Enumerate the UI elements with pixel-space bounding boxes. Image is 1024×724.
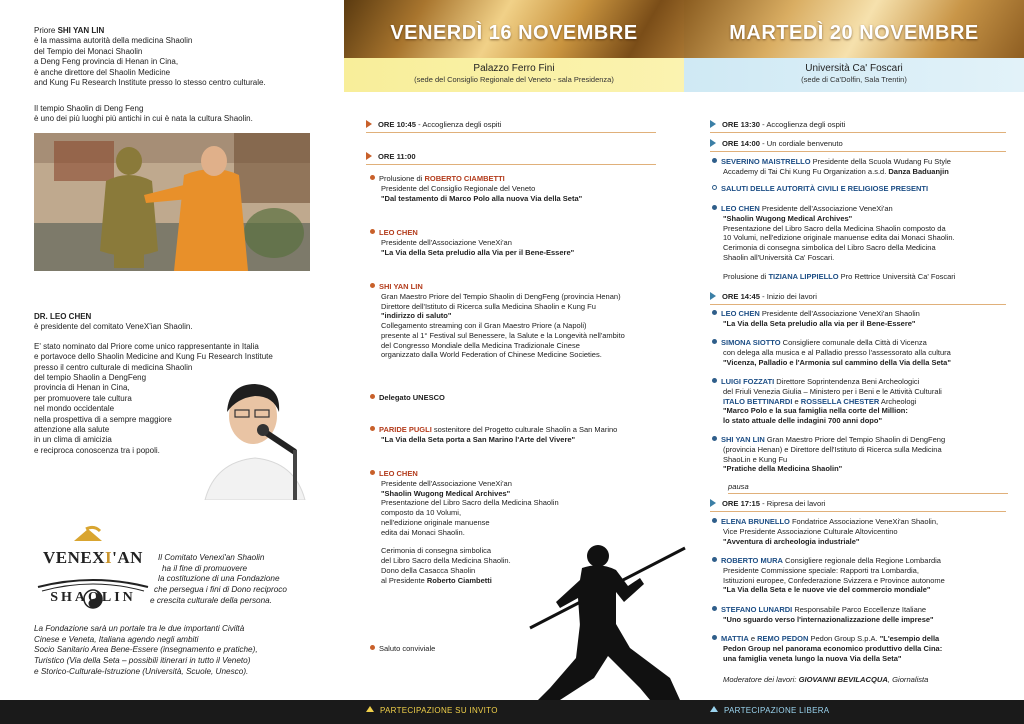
intro-prefix: Priore bbox=[34, 26, 58, 35]
speaker-name: REMO PEDON bbox=[757, 634, 809, 643]
comitato-text bbox=[150, 553, 287, 606]
item-line: del Congresso Mondiale della Medicina Tradizionale Cinese bbox=[381, 340, 580, 350]
triangle-icon bbox=[710, 499, 716, 507]
item-title: "La Via della Seta preludio alla Via per il Bene-Essere" bbox=[381, 247, 575, 257]
pausa-label: pausa bbox=[728, 482, 1008, 494]
item-line: presente al 1° Festival sul Benessere, la Salute e la Longevità nell'ambito bbox=[381, 330, 625, 340]
item-line: Presentazione del Libro Sacro della Medicina Shaolin bbox=[381, 498, 559, 508]
item-name: Roberto Ciambetti bbox=[426, 575, 492, 585]
footer-bar bbox=[0, 700, 1024, 724]
fondazione-line: e Storico-Culturale-Istruzione (Università, Scuole, Unesco). bbox=[34, 666, 249, 676]
leo-line: presso il centro culturale di medicina Shaolin bbox=[34, 362, 193, 372]
item-title: "Shaolin Wugong Medical Archives" bbox=[381, 488, 511, 498]
item-line: sostenitore del Progetto culturale Shaolin a San Marino bbox=[431, 425, 618, 434]
footer-free-label: PARTECIPAZIONE LIBERA bbox=[724, 706, 830, 715]
day1-item-shi-yan-lin bbox=[370, 282, 675, 360]
day1-item-ciambetti bbox=[370, 174, 670, 203]
bullet-icon bbox=[712, 518, 717, 523]
bullet-icon bbox=[712, 339, 717, 344]
item-prefix: Prolusione di bbox=[379, 174, 425, 183]
day2-time-1445: ORE 14:45 - Inizio dei lavori bbox=[710, 292, 1006, 305]
item-line: Presentazione del Libro Sacro della Medicina Shaolin composto da bbox=[723, 223, 946, 233]
time-label: ORE 14:00 bbox=[722, 139, 760, 148]
triangle-icon bbox=[366, 120, 372, 128]
item-line: Presidente Commissione speciale: Rapporti tra Lombardia, bbox=[723, 565, 919, 575]
item-line: del Friuli Venezia Giulia – Ministero per i Beni e le Attività Culturali bbox=[723, 386, 942, 396]
triangle-icon bbox=[710, 120, 716, 128]
item-line: al Presidente bbox=[381, 575, 427, 585]
item-title: "La Via della Seta preludio alla via per il Bene-Essere" bbox=[723, 318, 916, 328]
temple-line: Il tempio Shaolin di Deng Feng bbox=[34, 104, 144, 113]
speaker-name: TIZIANA LIPPIELLO bbox=[768, 271, 839, 281]
speaker-name: ROBERTO MURA bbox=[721, 556, 783, 565]
item-title: "Pratiche della Medicina Shaolin" bbox=[723, 464, 843, 474]
comitato-line: Il Comitato Venexi'an Shaolin bbox=[158, 553, 265, 562]
speaker-name: ITALO BETTINARDI bbox=[723, 396, 793, 406]
day2-date: MARTEDÌ 20 NOVEMBRE bbox=[729, 22, 979, 44]
day2-item-shi-yan-lin bbox=[712, 435, 1017, 474]
item-line: Cerimonia di consegna simbolica bbox=[381, 546, 492, 556]
bullet-icon bbox=[712, 436, 717, 441]
bullet-icon bbox=[712, 557, 717, 562]
day2-item-siotto bbox=[712, 338, 1017, 367]
bullet-icon bbox=[370, 426, 375, 431]
item-line: edita dai Monaci Shaolin. bbox=[381, 527, 465, 537]
bullet-icon bbox=[712, 205, 717, 210]
time-label: ORE 11:00 bbox=[378, 152, 416, 161]
item-line: Gran Maestro Priore del Tempio Shaolin di DengFeng bbox=[764, 435, 946, 444]
footer-invite bbox=[366, 706, 498, 717]
triangle-up-icon bbox=[710, 706, 718, 712]
item-title: Danza Baduanjin bbox=[888, 166, 949, 176]
speaker-name: SHI YAN LIN bbox=[721, 435, 765, 444]
speaker-name: SEVERINO MAISTRELLO bbox=[721, 157, 811, 166]
item-line: Presidente dell'Associazione VeneXi'an Shaolin bbox=[759, 309, 920, 318]
item-line: Pro Rettrice Università Ca' Foscari bbox=[838, 271, 956, 281]
item-line: Direttore dell'Istituto di Ricerca sulla Medicina Shaolin e Kung Fu bbox=[381, 301, 596, 311]
day1-item-pugli bbox=[370, 425, 675, 445]
triangle-icon bbox=[366, 152, 372, 160]
item-line: Istituzioni europee, Confederazione Svizzera e Province autonome bbox=[723, 575, 945, 585]
temple-intro bbox=[34, 104, 253, 125]
bullet-icon bbox=[370, 175, 375, 180]
speaker-name: LEO CHEN bbox=[721, 204, 760, 213]
leo-line: per promuovere tale cultura bbox=[34, 393, 132, 403]
footer-free bbox=[710, 706, 829, 717]
item-line: 10 Volumi, nell'edizione originale manuense edita dai Monaci Shaolin. bbox=[723, 233, 955, 243]
item-line: Fondatrice Associazione VeneXi'an Shaolin, bbox=[789, 517, 939, 526]
logo-wordmark bbox=[34, 547, 152, 569]
day1-time-1045: ORE 10:45 - Accoglienza degli ospiti bbox=[366, 120, 656, 133]
item-line: e bbox=[792, 396, 801, 406]
comitato-line: e crescita culturale della persona. bbox=[150, 595, 272, 605]
item-title: SALUTI DELLE AUTORITÀ CIVILI E RELIGIOSE PRESENTI bbox=[721, 184, 929, 193]
day2-venue-box bbox=[684, 58, 1024, 92]
leo-line: E' stato nominato dal Priore come unico rappresentante in Italia bbox=[34, 341, 259, 351]
day2-time-1400: ORE 14:00 - Un cordiale benvenuto bbox=[710, 139, 1006, 152]
bullet-icon bbox=[712, 378, 717, 383]
item-line: Presidente dell'Associazione VeneXi'an bbox=[381, 478, 512, 488]
intro-line: a Deng Feng provincia di Henan in Cina, bbox=[34, 57, 179, 67]
logo-i: I bbox=[105, 548, 113, 567]
bullet-icon bbox=[370, 283, 375, 288]
intro-line: è anche direttore del Shaolin Medicine bbox=[34, 67, 171, 77]
item-title: "L'esempio della bbox=[879, 634, 940, 643]
time-label: ORE 17:15 bbox=[722, 499, 760, 508]
fondazione-line: La Fondazione sarà un portale tra le due importanti Civiltà bbox=[34, 624, 245, 633]
item-line: del Libro Sacro della Medicina Shaolin. bbox=[381, 556, 511, 565]
item-line: composto da 10 Volumi, bbox=[381, 508, 462, 517]
fondazione-line: Cinese e Veneta, Italiana agendo negli ambiti bbox=[34, 634, 199, 644]
fondazione-line: Turistico (Via della Seta – possibili itinerari in tutto il Veneto) bbox=[34, 655, 251, 665]
moderator-name: GIOVANNI BEVILACQUA bbox=[798, 675, 888, 684]
day1-venue: Palazzo Ferro Fini bbox=[473, 63, 555, 74]
intro-name: SHI YAN LIN bbox=[57, 26, 105, 35]
item-line: nell'edizione originale manuense bbox=[381, 517, 490, 527]
logo-shaolin: SHAOLIN bbox=[50, 590, 136, 605]
intro-line: del Tempio dei Monaci Shaolin bbox=[34, 46, 143, 56]
item-line: Vice Presidente Associazione Culturale Altovicentino bbox=[723, 526, 898, 536]
triangle-icon bbox=[710, 139, 716, 147]
item-line: Dono della Casacca Shaolin bbox=[381, 565, 476, 575]
day2-item-mura bbox=[712, 556, 1017, 595]
moderator-line bbox=[723, 675, 928, 685]
footer-invite-label: PARTECIPAZIONE SU INVITO bbox=[380, 706, 498, 715]
leo-title: DR. LEO CHEN bbox=[34, 312, 92, 321]
shi-yan-lin-intro bbox=[34, 26, 266, 88]
item-title: "Marco Polo e la sua famiglia nella corte del Million: bbox=[723, 406, 908, 416]
day2-time-1330: ORE 13:30 - Accoglienza degli ospiti bbox=[710, 120, 1006, 133]
bullet-icon bbox=[712, 310, 717, 315]
item-title: "Avventura di archeologia industriale" bbox=[723, 536, 860, 546]
item-title: Delegato UNESCO bbox=[379, 393, 445, 402]
item-line: Cerimonia di consegna simbolica del Libro Sacro della Medicina bbox=[723, 243, 936, 252]
time-desc: Ripresa dei lavori bbox=[766, 499, 826, 508]
bullet-ring-icon bbox=[712, 185, 717, 190]
triangle-icon bbox=[710, 292, 716, 300]
day2-venue-sub: (sede di Ca'Dolfin, Sala Trentin) bbox=[801, 75, 907, 85]
bullet-icon bbox=[370, 229, 375, 234]
item-title: "indirizzo di saluto" bbox=[381, 311, 452, 321]
day2-item-saluti bbox=[712, 184, 1017, 194]
day2-item-pedon bbox=[712, 634, 1017, 663]
speaker-name: SHI YAN LIN bbox=[379, 282, 423, 291]
day2-item-brunello bbox=[712, 517, 1017, 546]
bullet-icon bbox=[370, 645, 375, 650]
comitato-line: la costituzione di una Fondazione bbox=[158, 574, 280, 584]
bullet-icon bbox=[370, 394, 375, 399]
leo-subtitle: è presidente del comitato VeneX'ian Shaolin. bbox=[34, 322, 193, 332]
item-title: lo stato attuale delle indagini 700 anni dopo" bbox=[723, 416, 882, 425]
item-line: Shaolin all'Università Ca' Foscari. bbox=[723, 252, 835, 262]
speaker-name: LEO CHEN bbox=[721, 309, 760, 318]
item-line: Responsabile Parco Eccellenze Italiane bbox=[792, 605, 927, 614]
time-desc: Accoglienza degli ospiti bbox=[422, 120, 502, 129]
triangle-up-icon bbox=[366, 706, 374, 712]
item-title: "Vicenza, Palladio e l'Armonia sul cammino della Via della Seta" bbox=[723, 357, 951, 367]
kungfu-silhouette bbox=[520, 528, 690, 700]
speaker-name: STEFANO LUNARDI bbox=[721, 605, 793, 614]
item-line: Saluto conviviale bbox=[379, 644, 436, 653]
speaker-name: LUIGI FOZZATI bbox=[721, 377, 775, 386]
speaker-name: LEO CHEN bbox=[379, 228, 418, 237]
speaker-name: MATTIA bbox=[721, 634, 749, 643]
intro-line: è la massima autorità della medicina Shaolin bbox=[34, 36, 193, 46]
item-line: con delega alla musica e al Palladio presso l'assessorato alla cultura bbox=[723, 347, 951, 357]
item-line: Presidente della Scuola Wudang Fu Style bbox=[810, 157, 951, 166]
day2-venue: Università Ca' Foscari bbox=[805, 63, 903, 74]
item-line: Presidente dell'Associazione VeneXi'an bbox=[381, 237, 512, 247]
day1-item-unesco bbox=[370, 393, 670, 403]
moderator-suffix: , Giornalista bbox=[887, 675, 929, 684]
item-title: "Uno sguardo verso l'internazionalizzazione delle imprese" bbox=[723, 614, 934, 624]
logo-an: 'AN bbox=[112, 548, 143, 567]
day1-header-banner bbox=[344, 0, 684, 58]
leo-line: nella prospettiva di a sempre maggiore bbox=[34, 414, 172, 424]
moderator-prefix: Moderatore dei lavori: bbox=[723, 675, 799, 684]
time-label: ORE 14:45 bbox=[722, 292, 760, 301]
item-line: e bbox=[748, 634, 758, 643]
speaker-name: ELENA BRUNELLO bbox=[721, 517, 790, 526]
day2-item-leo-chen bbox=[712, 309, 1017, 329]
day2-item-fozzati bbox=[712, 377, 1017, 426]
bullet-icon bbox=[712, 158, 717, 163]
day2-item-lunardi bbox=[712, 605, 1017, 625]
photo-leo-chen bbox=[195, 372, 315, 500]
day1-time-1100 bbox=[366, 152, 656, 165]
comitato-line: che persegua i fini di Dono reciproco bbox=[154, 584, 287, 594]
item-title: "La Via della Seta porta a San Marino l'Arte del Vivere" bbox=[381, 434, 576, 444]
left-column bbox=[0, 0, 340, 700]
photo-master-with-statue bbox=[34, 133, 310, 271]
venexian-shaolin-logo bbox=[34, 525, 152, 617]
leo-line: in un clima di amicizia bbox=[34, 435, 112, 445]
bullet-icon bbox=[712, 635, 717, 640]
leo-line: attenzione alla salute bbox=[34, 424, 110, 434]
item-title: "Shaolin Wugong Medical Archives" bbox=[723, 213, 853, 223]
item-line: organizzato dalla World Federation of Chinese Medicine Societies. bbox=[381, 350, 602, 360]
day2-time-1715: ORE 17:15 - Ripresa dei lavori bbox=[710, 499, 1006, 512]
speaker-name: SIMONA SIOTTO bbox=[721, 338, 781, 347]
speaker-name: PARIDE PUGLI bbox=[379, 425, 432, 434]
logo-venex: VENEX bbox=[43, 548, 106, 567]
speaker-name: LEO CHEN bbox=[379, 469, 418, 478]
comitato-line: ha il fine di promuovere bbox=[162, 563, 248, 573]
temple-line: è uno dei più luoghi più antichi in cui è nata la cultura Shaolin. bbox=[34, 114, 253, 124]
item-line: (provincia Henan) e Direttore dell'Istituto di Ricerca sulla Medicina bbox=[723, 444, 942, 454]
item-line: Accademy di Tai Chi Kung Fu Organization a.s.d. bbox=[723, 166, 889, 176]
bullet-icon bbox=[712, 606, 717, 611]
item-line: Direttore Soprintendenza Beni Archeologici bbox=[774, 377, 920, 386]
speaker-name: ROBERTO CIAMBETTI bbox=[424, 174, 505, 183]
item-line: Archeologi bbox=[879, 396, 917, 406]
day2-item-maistrello bbox=[712, 157, 1017, 177]
leo-line: e portavoce dello Shaolin Medicine and Kung Fu Research Institute bbox=[34, 352, 273, 362]
time-desc: Inizio dei lavori bbox=[766, 292, 817, 301]
item-line: Consigliere regionale della Regione Lombardia bbox=[782, 556, 941, 565]
leo-line: e reciproca conoscenza tra i popoli. bbox=[34, 445, 160, 455]
fondazione-line: Socio Sanitario Area Bene-Essere (insegnamento e pratiche), bbox=[34, 645, 258, 655]
intro-line: and Kung Fu Research Institute presso lo stesso centro culturale. bbox=[34, 77, 266, 87]
leo-line: del tempio Shaolin a DengFeng bbox=[34, 372, 147, 382]
item-line: Collegamento streaming con il Gran Maestro Priore (a Napoli) bbox=[381, 321, 587, 330]
item-title: Pedon Group nel panorama economico produttivo della Cina: bbox=[723, 643, 943, 653]
item-line: Gran Maestro Priore del Tempio Shaolin di DengFeng (provincia Henan) bbox=[381, 291, 621, 301]
item-line: ShaoLin e Kung Fu bbox=[723, 454, 788, 464]
time-label: ORE 10:45 bbox=[378, 120, 416, 129]
item-line: Pedon Group S.p.A. bbox=[808, 634, 880, 643]
day1-venue-sub: (sede del Consiglio Regionale del Veneto - sala Presidenza) bbox=[414, 75, 614, 85]
item-title: "Dal testamento di Marco Polo alla nuova Via della Seta" bbox=[381, 193, 583, 203]
item-line: Presidente del Consiglio Regionale del Veneto bbox=[381, 183, 536, 193]
fondazione-text bbox=[34, 624, 258, 677]
leo-line: provincia di Henan in Cina, bbox=[34, 383, 130, 393]
speaker-name: ROSSELLA CHESTER bbox=[800, 396, 880, 406]
item-title: "La Via della Seta e le nuove vie del commercio mondiale" bbox=[723, 585, 931, 595]
item-line: Consigliere comunale della Città di Vicenza bbox=[780, 338, 927, 347]
day1-item-leo-chen bbox=[370, 228, 670, 257]
leo-line: nel mondo occidentale bbox=[34, 404, 115, 414]
day2-header-banner bbox=[684, 0, 1024, 58]
day1-date: VENERDÌ 16 NOVEMBRE bbox=[390, 22, 638, 44]
bullet-icon bbox=[370, 470, 375, 475]
time-desc: Accoglienza degli ospiti bbox=[766, 120, 846, 129]
item-prefix: Prolusione di bbox=[723, 271, 769, 281]
item-title: una famiglia veneta lungo la nuova Via della Seta" bbox=[723, 653, 902, 663]
time-label: ORE 13:30 bbox=[722, 120, 760, 129]
time-desc: Un cordiale benvenuto bbox=[766, 139, 843, 148]
item-line: Presidente dell'Associazione VeneXi'an bbox=[759, 204, 893, 213]
day1-venue-box bbox=[344, 58, 684, 92]
day2-item-leo-chen-archives bbox=[712, 204, 1017, 281]
